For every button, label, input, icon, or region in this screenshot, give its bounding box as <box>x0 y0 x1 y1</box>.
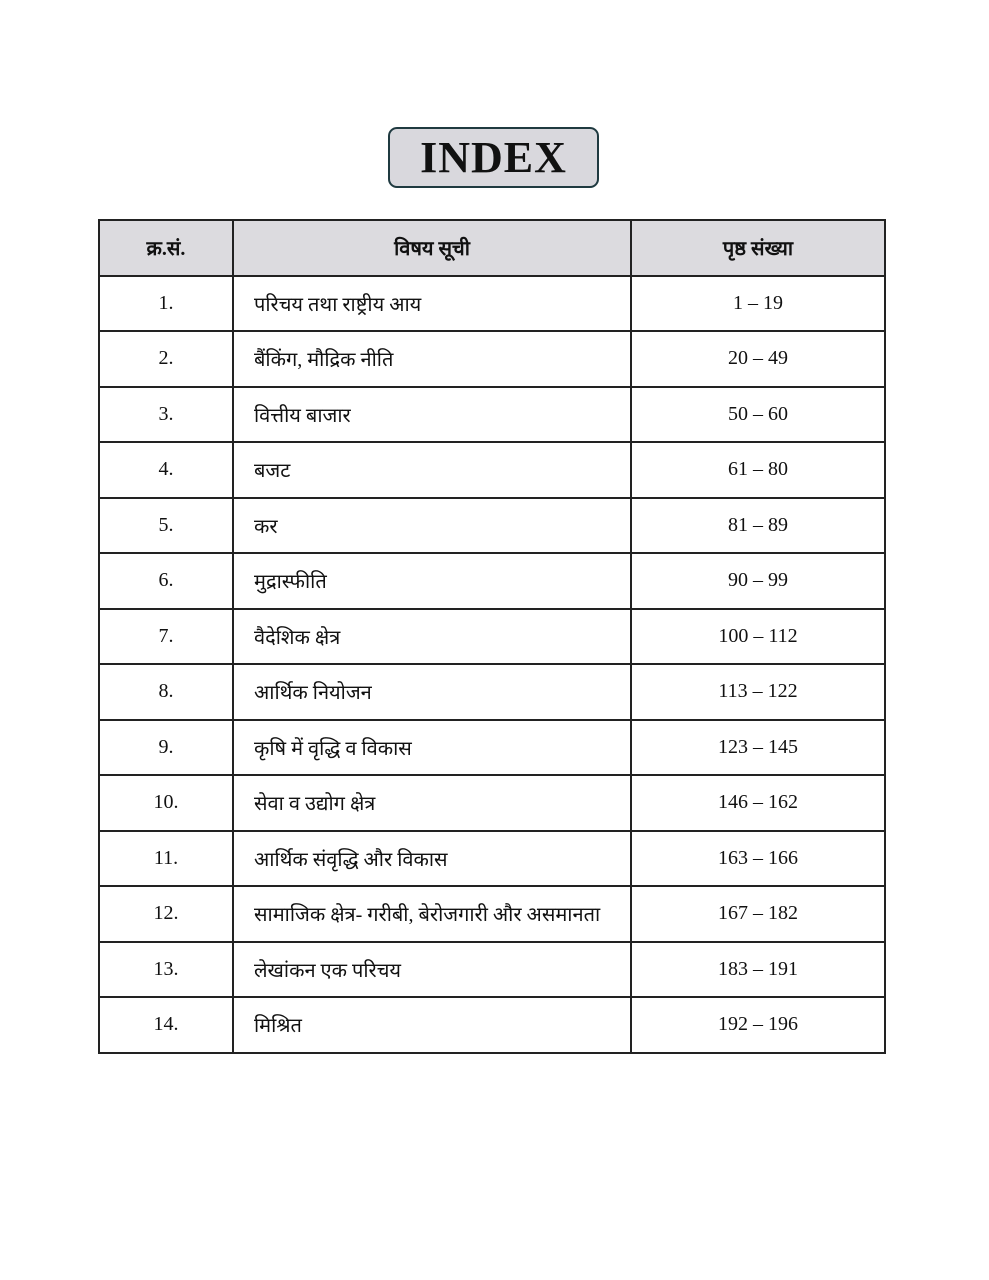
row-serial: 14. <box>99 997 233 1053</box>
row-topic: परिचय तथा राष्ट्रीय आय <box>233 276 631 332</box>
row-topic: आर्थिक नियोजन <box>233 664 631 720</box>
row-topic: बैंकिंग, मौद्रिक नीति <box>233 331 631 387</box>
row-serial: 3. <box>99 387 233 443</box>
table-row <box>99 720 885 776</box>
row-pages: 81 – 89 <box>631 498 885 554</box>
row-pages: 146 – 162 <box>631 775 885 831</box>
index-title-box <box>388 127 599 188</box>
row-pages: 192 – 196 <box>631 997 885 1053</box>
table-row <box>99 831 885 887</box>
header-pages: पृष्ठ संख्या <box>631 220 885 276</box>
row-topic: सेवा व उद्योग क्षेत्र <box>233 775 631 831</box>
row-pages: 61 – 80 <box>631 442 885 498</box>
row-pages: 183 – 191 <box>631 942 885 998</box>
table-header-row <box>99 220 885 276</box>
row-topic: वैदेशिक क्षेत्र <box>233 609 631 665</box>
row-topic: मिश्रित <box>233 997 631 1053</box>
index-table <box>98 219 886 1054</box>
table-row <box>99 997 885 1053</box>
row-serial: 10. <box>99 775 233 831</box>
row-serial: 5. <box>99 498 233 554</box>
row-pages: 113 – 122 <box>631 664 885 720</box>
row-pages: 167 – 182 <box>631 886 885 942</box>
row-serial: 13. <box>99 942 233 998</box>
row-pages: 20 – 49 <box>631 331 885 387</box>
table-row <box>99 387 885 443</box>
row-serial: 8. <box>99 664 233 720</box>
table-row <box>99 942 885 998</box>
row-topic: मुद्रास्फीति <box>233 553 631 609</box>
page-title: INDEX <box>420 133 567 182</box>
row-topic: वित्तीय बाजार <box>233 387 631 443</box>
header-serial: क्र.सं. <box>99 220 233 276</box>
row-topic: बजट <box>233 442 631 498</box>
row-topic: कृषि में वृद्धि व विकास <box>233 720 631 776</box>
table-row <box>99 331 885 387</box>
table-row <box>99 498 885 554</box>
row-pages: 90 – 99 <box>631 553 885 609</box>
row-pages: 50 – 60 <box>631 387 885 443</box>
row-serial: 2. <box>99 331 233 387</box>
row-serial: 11. <box>99 831 233 887</box>
header-topic: विषय सूची <box>233 220 631 276</box>
table-row <box>99 609 885 665</box>
table-row <box>99 442 885 498</box>
table-row <box>99 276 885 332</box>
table-row <box>99 775 885 831</box>
row-pages: 123 – 145 <box>631 720 885 776</box>
row-topic: सामाजिक क्षेत्र- गरीबी, बेरोजगारी और असमानता <box>233 886 631 942</box>
row-topic: कर <box>233 498 631 554</box>
table-row <box>99 886 885 942</box>
row-serial: 6. <box>99 553 233 609</box>
row-serial: 1. <box>99 276 233 332</box>
row-serial: 7. <box>99 609 233 665</box>
row-pages: 100 – 112 <box>631 609 885 665</box>
row-pages: 163 – 166 <box>631 831 885 887</box>
row-serial: 9. <box>99 720 233 776</box>
row-pages: 1 – 19 <box>631 276 885 332</box>
row-serial: 4. <box>99 442 233 498</box>
row-serial: 12. <box>99 886 233 942</box>
row-topic: आर्थिक संवृद्धि और विकास <box>233 831 631 887</box>
table-row <box>99 664 885 720</box>
row-topic: लेखांकन एक परिचय <box>233 942 631 998</box>
table-row <box>99 553 885 609</box>
